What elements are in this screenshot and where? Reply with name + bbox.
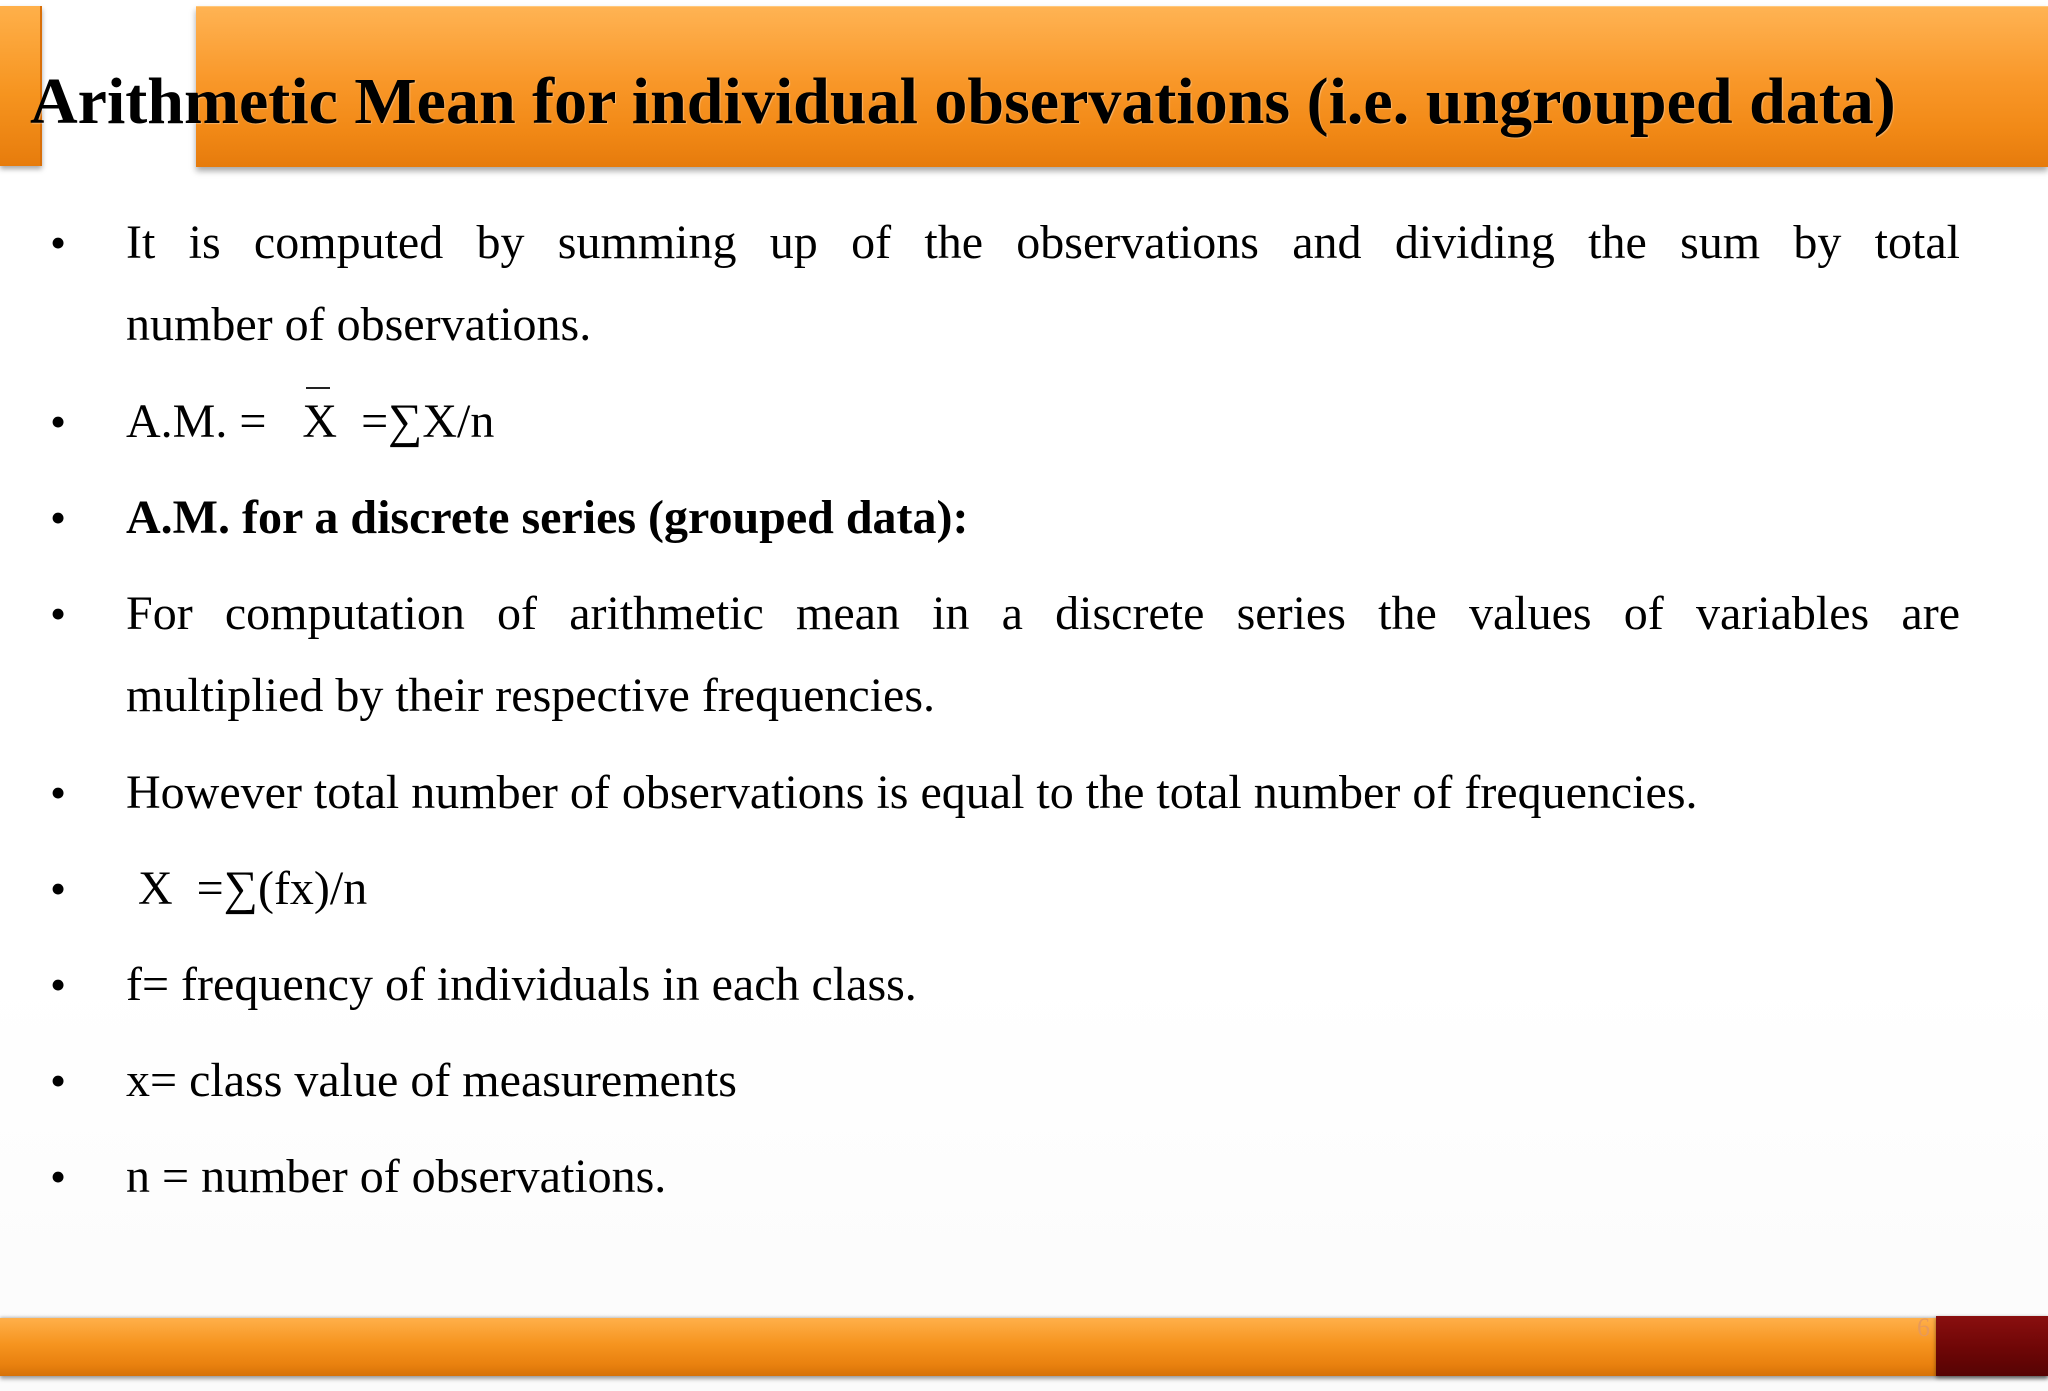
bullet-icon: •: [50, 492, 67, 543]
x-bar-symbol: [302, 381, 337, 463]
bullet-icon: •: [50, 767, 67, 818]
definition-f: f= frequency of individuals in each class.: [126, 958, 917, 1011]
section-heading: A.M. for a discrete series (grouped data):: [126, 491, 969, 544]
slide-title: Arithmetic Mean for individual observations (i.e. ungrouped data): [30, 65, 1896, 138]
grouped-formula-expression: =∑(fx)/n: [196, 862, 368, 915]
bullet-icon: •: [50, 959, 67, 1010]
definition-n: n = number of observations.: [126, 1150, 667, 1203]
bullet-text-line1: It is computed by summing up of the observations and dividing the sum by total: [126, 216, 1960, 269]
bullet-text: [126, 573, 1960, 737]
bullet-text-line2: number of observations.: [126, 298, 592, 351]
bullet-text-line1: For computation of arithmetic mean in a discrete series the values of variables are: [126, 587, 1960, 640]
bullet-text: However total number of observations is equal to the total number of frequencies.: [126, 766, 1698, 819]
bullet-icon: •: [50, 1055, 67, 1106]
definition-x: x= class value of measurements: [126, 1054, 737, 1107]
overline-bar: [306, 387, 330, 389]
footer-bar: [0, 1318, 2048, 1376]
bullet-icon: •: [50, 863, 67, 914]
page-number: 6: [1917, 1313, 1930, 1342]
x-bar-letter: X: [302, 395, 338, 448]
bullet-text: [126, 202, 1960, 366]
x-symbol: X: [138, 862, 173, 915]
am-formula: [126, 381, 1960, 463]
am-formula-expression: =∑X/n: [361, 395, 495, 448]
bullet-icon: •: [50, 1151, 67, 1202]
bullet-icon: •: [50, 588, 67, 639]
bullet-text-line2: multiplied by their respective frequencies.: [126, 669, 936, 722]
bullet-icon: •: [50, 217, 67, 268]
grouped-mean-formula: [126, 848, 1960, 930]
am-label: A.M. =: [126, 395, 267, 448]
bullet-icon: •: [50, 396, 67, 447]
footer-accent-block: [1936, 1316, 2048, 1376]
